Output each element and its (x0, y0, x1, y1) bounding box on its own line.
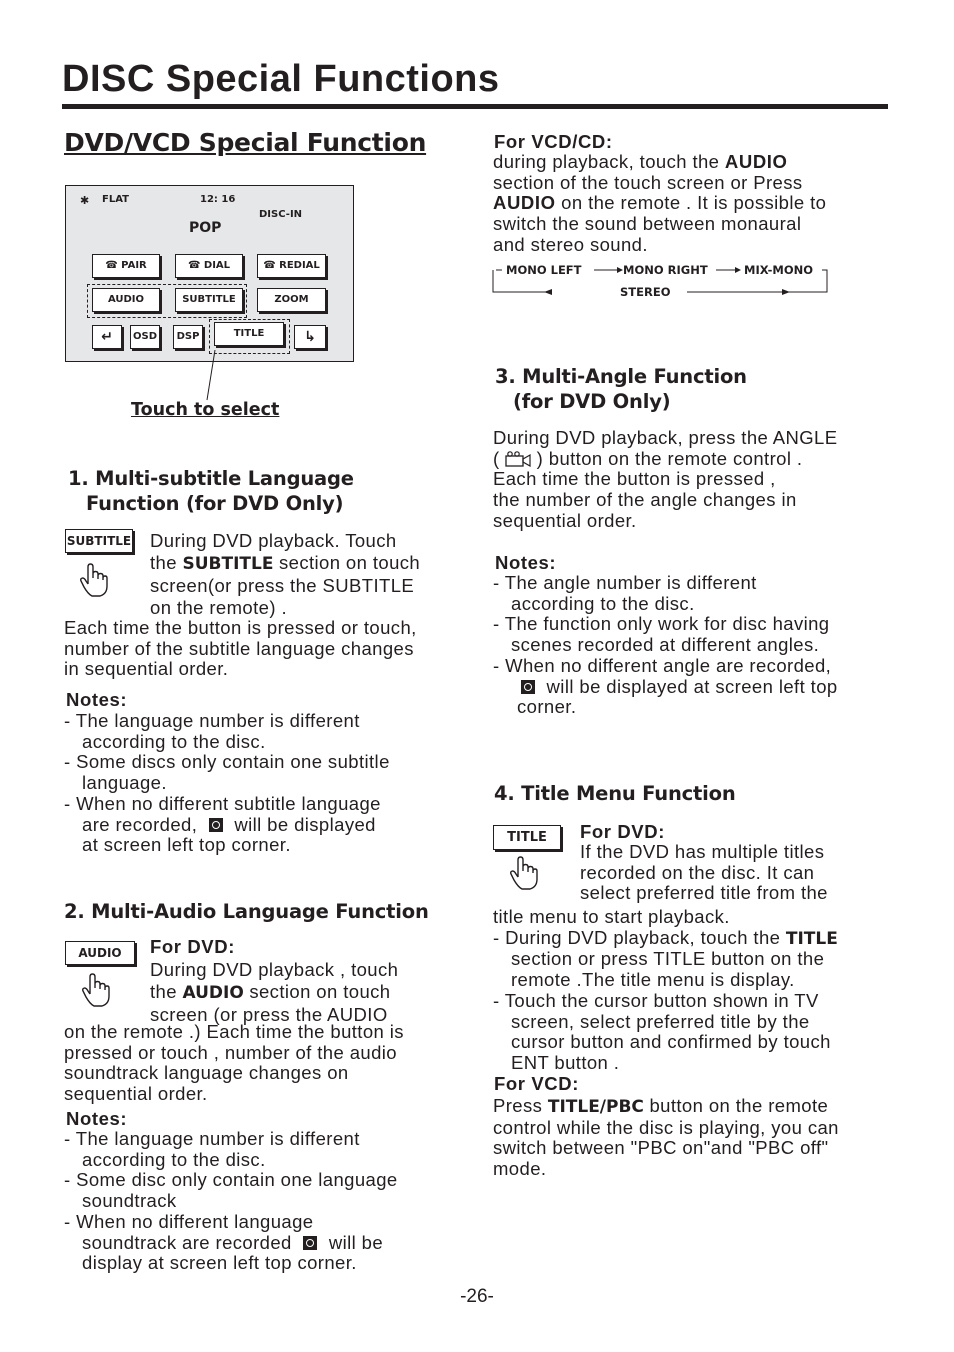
panel-flat: FLAT (102, 194, 129, 205)
panel-disc-in: DISC-IN (259, 209, 303, 220)
s2-t3: screen (or press the AUDIO (150, 1004, 388, 1025)
section-1-title-line1: 1. Multi-subtitle Language (68, 467, 354, 490)
s2-t5: pressed or touch , number of the audio (64, 1041, 397, 1063)
s4-for-dvd: For DVD: (580, 821, 665, 842)
s3-t3: Each time the button is pressed , (493, 468, 776, 490)
phone-icon: ☎ (187, 260, 204, 271)
s1-note1a: - The language number is different (64, 710, 360, 731)
s4-t3: select preferred title from the (580, 882, 828, 904)
s2-note2a: - Some disc only contain one language (64, 1169, 398, 1191)
s3-t1: During DVD playback, press the ANGLE (493, 427, 838, 448)
s2-t2c: section on touch (243, 980, 391, 1002)
return-arrow-icon: ↵ (101, 329, 113, 345)
redial-button[interactable] (257, 254, 326, 278)
s1-note3b (64, 815, 390, 836)
s3-notes-heading: Notes: (495, 552, 557, 573)
s2-body (64, 1022, 404, 1105)
page-title: DISC Special Functions (62, 58, 500, 100)
vcd-t3b: on the remote . It is possible to (555, 192, 827, 214)
s1-text2 (150, 552, 420, 576)
s2-note3b2: will be (328, 1231, 384, 1253)
s2-notes-heading: Notes: (66, 1108, 128, 1129)
zoom-button[interactable]: ZOOM (257, 288, 326, 312)
s4-b2a: - Touch the cursor button shown in TV (493, 989, 819, 1011)
hand-pointer-icon (508, 855, 538, 891)
s2-note3a: - When no different language (64, 1210, 314, 1232)
s2-note1b: according to the disc. (82, 1148, 266, 1170)
s1-text4: on the remote) . (150, 596, 287, 618)
flow-mono-left: MONO LEFT (506, 263, 582, 277)
s3-t2b: ) button on the remote control . (536, 447, 803, 469)
s4-t1: If the DVD has multiple titles (580, 841, 825, 862)
s3-note3c: corner. (517, 696, 577, 718)
s2-notes (64, 1129, 398, 1274)
s1-text2c: section on touch (273, 551, 421, 573)
s1-note3a: - When no different subtitle language (64, 792, 381, 814)
s3-t2 (493, 449, 837, 470)
s4-b2c: cursor button and confirmed by touch (511, 1031, 831, 1053)
section-1-title-line2: Function (for DVD Only) (86, 492, 344, 515)
s4-t2: recorded on the disc. It can (580, 861, 815, 883)
s2-t1: During DVD playback , touch (150, 959, 399, 980)
s1-note2b: language. (82, 772, 167, 794)
s2-note1a: - The language number is different (64, 1128, 360, 1149)
s2-note2b: soundtrack (82, 1190, 177, 1212)
dial-button[interactable] (175, 254, 243, 278)
s1-text1: During DVD playback. Touch (150, 530, 397, 551)
no-function-icon (209, 818, 223, 832)
s4-body (493, 907, 838, 1074)
subtitle-button[interactable]: SUBTITLE (175, 288, 243, 312)
s4-intro (580, 842, 828, 904)
s3-t4: the number of the angle changes in (493, 489, 797, 511)
section-1-body (64, 618, 417, 680)
s4-v1b: TITLE/PBC (547, 1097, 644, 1117)
s1-note3b2: will be displayed (234, 813, 376, 835)
phone-icon: ☎ (105, 260, 122, 271)
dsp-button[interactable]: DSP (173, 325, 203, 349)
s2-t2 (150, 981, 398, 1005)
s3-note2b: scenes recorded at different angles. (511, 634, 820, 656)
s2-t6: soundtrack language changes on (64, 1062, 349, 1084)
subtitle-button-illustration: SUBTITLE (65, 529, 133, 553)
s3-note3b (493, 677, 838, 698)
title-button[interactable]: TITLE (214, 322, 284, 346)
vcd-t4: switch the sound between monaural (493, 213, 802, 235)
s3-body (493, 428, 837, 532)
phone-icon: ☎ (263, 260, 280, 271)
s1-text5: Each time the button is pressed or touch, (64, 617, 417, 638)
section-4-title: 4. Title Menu Function (494, 782, 736, 805)
s4-vcd-body (493, 1096, 839, 1180)
vcd-t3 (493, 193, 826, 214)
touch-to-select-label: Touch to select (131, 400, 280, 420)
section-2-title: 2. Multi-Audio Language Function (64, 900, 429, 923)
s2-t7: sequential order. (64, 1083, 208, 1105)
pair-button[interactable] (92, 254, 160, 278)
title-button-illustration: TITLE (493, 825, 561, 850)
s4-t4: title menu to start playback. (493, 906, 730, 927)
section-1-intro (150, 530, 420, 618)
title-rule (62, 104, 888, 109)
s2-note3c: display at screen left top corner. (82, 1252, 357, 1274)
section-1-title (68, 466, 354, 516)
s4-v1c: button on the remote (643, 1095, 829, 1116)
s1-note3c: at screen left top corner. (82, 834, 291, 856)
back-button[interactable] (92, 325, 122, 349)
pair-label: PAIR (121, 260, 147, 271)
s2-t2a: the (150, 980, 183, 1002)
hand-pointer-icon (78, 562, 108, 598)
hand-pointer-icon (80, 972, 110, 1008)
flow-mix-mono: MIX-MONO (744, 263, 814, 277)
page-number: -26- (460, 1286, 494, 1307)
s1-text7: in sequential order. (64, 658, 229, 680)
s4-b1b: TITLE (785, 928, 838, 949)
redial-label: REDIAL (279, 260, 320, 271)
flow-stereo: STEREO (620, 285, 671, 299)
s3-note1a: - The angle number is different (493, 572, 757, 593)
s4-b1d: remote .The title menu is display. (511, 969, 795, 991)
s3-note3a: - When no different angle are recorded, (493, 654, 832, 676)
s4-v1a: Press (493, 1095, 548, 1116)
vcd-t1b: AUDIO (724, 151, 788, 172)
corner-arrow-icon: ↳ (304, 329, 316, 345)
section-3-title (495, 364, 747, 414)
s4-v4: mode. (493, 1158, 547, 1180)
section-3-title-line2: (for DVD Only) (513, 390, 671, 413)
no-function-icon (303, 1236, 317, 1250)
s3-note2a: - The function only work for disc having (493, 613, 830, 635)
vcd-t5: and stereo sound. (493, 233, 648, 255)
dial-label: DIAL (203, 260, 231, 271)
vcd-t2: section of the touch screen or Press (493, 171, 803, 193)
no-function-icon (521, 680, 535, 694)
s3-t5: sequential order. (493, 509, 637, 531)
s2-t4: on the remote .) Each time the button is (64, 1021, 404, 1042)
s4-b1a (493, 928, 838, 950)
s3-t2a: ( (493, 447, 500, 469)
s4-b2d: ENT button . (511, 1051, 620, 1073)
s1-text2b: SUBTITLE (182, 553, 274, 574)
s3-note3b-text: will be displayed at screen left top (546, 675, 838, 697)
touch-panel-illustration (65, 185, 354, 362)
s1-notes (64, 711, 390, 856)
s2-note3b1: soundtrack are recorded (82, 1231, 292, 1253)
panel-time: 12: 16 (200, 194, 236, 205)
vcd-t1a: during playback, touch the (493, 151, 725, 172)
vcd-t3a: AUDIO (493, 192, 556, 214)
forward-button[interactable] (294, 325, 326, 349)
s4-b1c: section or press TITLE button on the (511, 948, 825, 970)
s4-v2: control while the disc is playing, you can (493, 1116, 839, 1138)
s1-note1b: according to the disc. (82, 730, 266, 752)
pointer-line (195, 350, 225, 405)
s4-b1a-text: - During DVD playback, touch the (493, 926, 786, 948)
bluetooth-icon: ✱ (80, 194, 90, 207)
osd-button[interactable]: OSD (130, 325, 160, 349)
s4-v1 (493, 1096, 839, 1118)
s1-note3b1: are recorded, (82, 813, 198, 835)
s2-t2b: AUDIO (182, 982, 244, 1003)
s4-v3: switch between "PBC on"and "PBC off" (493, 1137, 829, 1159)
audio-button[interactable]: AUDIO (92, 288, 160, 312)
vcd-heading: For VCD/CD: (494, 131, 613, 152)
section-heading: DVD/VCD Special Function (64, 128, 427, 157)
flow-mono-right: MONO RIGHT (623, 263, 708, 277)
vcd-t1 (493, 152, 826, 173)
s1-text6: number of the subtitle language changes (64, 637, 414, 659)
section-3-title-line1: 3. Multi-Angle Function (495, 365, 747, 388)
s1-text3: screen(or press the SUBTITLE (150, 575, 415, 596)
s2-note3b (64, 1233, 398, 1254)
panel-mode: POP (189, 220, 222, 236)
s3-notes (493, 573, 838, 718)
s2-for-dvd: For DVD: (150, 936, 235, 957)
s1-notes-heading: Notes: (66, 689, 128, 710)
s4-for-vcd: For VCD: (494, 1073, 579, 1094)
angle-camera-icon (505, 451, 531, 467)
s3-note1b: according to the disc. (511, 592, 695, 614)
vcd-body (493, 152, 826, 256)
s1-text2a: the (150, 551, 183, 573)
s4-b2b: screen, select preferred title by the (511, 1010, 810, 1032)
s2-intro (150, 959, 398, 1026)
s1-note2a: - Some discs only contain one subtitle (64, 751, 390, 773)
audio-button-illustration: AUDIO (65, 941, 135, 965)
